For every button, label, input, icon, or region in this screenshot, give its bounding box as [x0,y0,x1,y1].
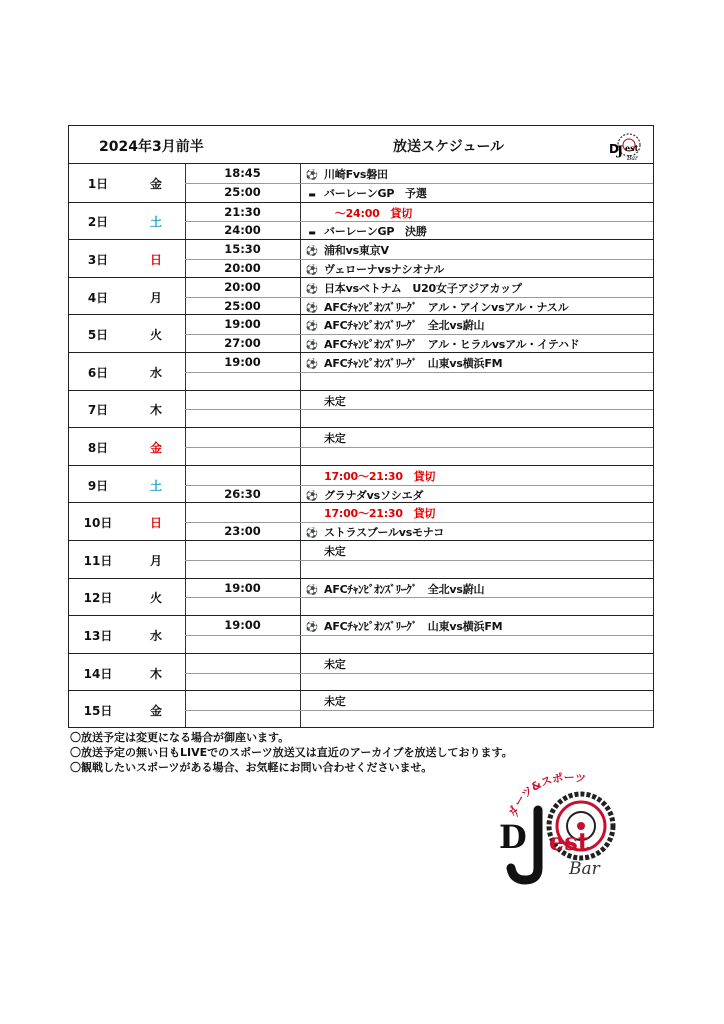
soccer-ball-icon: ⚽ [305,490,319,502]
event-title: AFCﾁｬﾝﾋﾟｵﾝｽﾞﾘｰｸﾞ 全北vs蔚山 [324,582,485,596]
broadcast-time: 19:00 [224,580,261,595]
row-divider [185,597,653,598]
broadcast-event [301,355,643,371]
race-car-icon: ▬ [308,189,316,199]
broadcast-time: 21:30 [224,204,261,219]
broadcast-event [301,166,643,182]
day-of-week: 土 [149,478,162,493]
day-number: 9日 [87,478,109,493]
page-title: 放送スケジュール [393,139,505,155]
event-title: 未定 [324,432,346,446]
day-number: 10日 [83,516,113,531]
soccer-ball-icon: ⚽ [305,528,319,540]
event-title: 未定 [324,657,346,671]
day-of-week: 日 [149,252,162,267]
table-header [69,126,653,164]
svg-text:Bar: Bar [627,155,638,162]
broadcast-time: 27:00 [224,336,261,351]
day-number: 3日 [87,252,109,267]
day-number: 14日 [83,666,113,681]
broadcast-event [301,505,643,521]
day-number: 7日 [87,403,109,418]
day-number: 13日 [83,628,113,643]
broadcast-time: 23:00 [224,524,261,539]
event-title: 未定 [324,695,346,709]
broadcast-event [301,618,643,634]
broadcast-event [301,487,643,503]
day-block [69,540,653,578]
broadcast-event [301,656,643,672]
row-divider [185,635,653,636]
soccer-ball-icon: ⚽ [305,246,319,258]
row-divider [185,710,653,711]
logo-bar-text: Bar [569,859,600,879]
day-number: 6日 [87,365,109,380]
event-title: AFCﾁｬﾝﾋﾟｵﾝｽﾞﾘｰｸﾞ アル・アインvsアル・ナスル [324,300,569,314]
broadcast-time: 19:00 [224,317,261,332]
soccer-ball-icon: ⚽ [305,283,319,295]
day-of-week: 月 [149,553,162,568]
day-block [69,653,653,691]
svg-text:D: D [499,818,527,856]
row-divider [185,334,653,335]
row-divider [185,560,653,561]
day-block [69,277,653,315]
schedule-table [68,125,654,728]
event-title: 未定 [324,545,346,558]
broadcast-event [301,581,643,597]
day-of-week: 木 [149,403,162,418]
notes [70,730,513,775]
row-divider [185,297,653,298]
day-block [69,427,653,465]
broadcast-event [301,299,643,315]
row-divider [185,447,653,448]
day-number: 15日 [83,704,113,719]
day-block [69,390,653,428]
broadcast-time: 19:00 [224,618,261,633]
day-block [69,352,653,390]
day-of-week: 木 [149,666,162,681]
broadcast-event [301,336,643,352]
row-divider [185,409,653,410]
event-title: 浦和vs東京V [324,244,389,258]
event-title: 川崎Fvs磐田 [324,168,388,181]
day-of-week: 金 [149,176,162,191]
broadcast-event [301,261,643,277]
broadcast-time: 20:00 [224,279,261,294]
row-divider [185,183,653,184]
day-block [69,615,653,653]
day-block [69,202,653,240]
event-title: ～24:00 貸切 [324,206,413,220]
event-title: ヴェローナvsナシオナル [324,262,445,276]
svg-text:est: est [625,143,639,153]
event-title: AFCﾁｬﾝﾋﾟｵﾝｽﾞﾘｰｸﾞ 山東vs横浜FM [324,357,503,370]
day-number: 8日 [87,440,109,455]
day-of-week: 金 [149,440,162,455]
logo-tagline: ダーツ&スポーツ [506,771,587,819]
day-number: 12日 [83,591,113,606]
broadcast-event [301,223,643,239]
row-divider [185,372,653,373]
broadcast-event [301,693,643,709]
day-block [69,239,653,277]
day-of-week: 水 [149,628,162,643]
broadcast-event [301,280,643,296]
day-of-week: 土 [149,215,162,230]
day-block [69,465,653,503]
broadcast-event [301,468,643,484]
day-number: 5日 [87,328,109,343]
broadcast-event [301,205,643,221]
soccer-ball-icon: ⚽ [305,622,319,634]
broadcast-time: 18:45 [224,166,261,180]
day-block [69,164,653,202]
note-line: 〇放送予定の無い日もLIVEでのスポーツ放送又は直近のアーカイブを放送しております。 [70,746,513,759]
soccer-ball-icon: ⚽ [305,302,319,314]
event-title: 日本vsベトナム U20女子アジアカップ [324,281,522,295]
bar-logo [495,770,630,885]
soccer-ball-icon: ⚽ [305,321,319,333]
note-line: 〇放送予定は変更になる場合が御座います。 [70,731,290,744]
soccer-ball-icon: ⚽ [305,340,319,352]
day-block [69,502,653,540]
event-title: AFCﾁｬﾝﾋﾟｵﾝｽﾞﾘｰｸﾞ アル・ヒラルvsアル・イテハド [324,338,580,352]
soccer-ball-icon: ⚽ [305,170,319,181]
row-divider [185,673,653,674]
race-car-icon: ▬ [308,228,316,238]
svg-text:est: est [549,827,589,856]
event-title: グラナダvsソシエダ [324,488,424,502]
event-title: バーレーンGP 決勝 [324,225,427,239]
day-of-week: 火 [149,328,162,343]
day-block [69,690,653,728]
day-block [69,578,653,616]
broadcast-event [301,317,643,333]
broadcast-time: 25:00 [224,298,261,313]
broadcast-time: 19:00 [224,355,261,369]
day-block [69,314,653,352]
broadcast-event [301,430,643,446]
svg-text:J: J [617,144,624,159]
day-number: 11日 [83,553,113,568]
day-number: 2日 [87,215,109,230]
day-number: 1日 [87,176,109,191]
broadcast-event [301,543,643,559]
day-number: 4日 [87,290,109,305]
day-of-week: 日 [149,516,162,531]
bar-logo-small [603,132,647,162]
soccer-ball-icon: ⚽ [305,359,319,370]
broadcast-time: 26:30 [224,486,261,501]
broadcast-event [301,393,643,409]
soccer-ball-icon: ⚽ [305,264,319,276]
row-divider [185,522,653,523]
day-of-week: 月 [149,290,162,305]
broadcast-time: 15:30 [224,242,261,257]
event-title: 未定 [324,394,346,408]
event-title: バーレーンGP 予選 [324,186,427,200]
day-of-week: 水 [149,365,162,380]
broadcast-time: 24:00 [224,223,261,238]
note-line: 〇観戦したいスポーツがある場合、お気軽にお問い合わせくださいませ。 [70,761,433,774]
broadcast-event [301,242,643,258]
broadcast-time: 25:00 [224,184,261,199]
row-divider [185,259,653,260]
event-title: 17:00～21:30 貸切 [324,469,436,483]
broadcast-event [301,185,643,201]
broadcast-time: 20:00 [224,260,261,275]
event-title: AFCﾁｬﾝﾋﾟｵﾝｽﾞﾘｰｸﾞ 山東vs横浜FM [324,620,503,634]
row-divider [185,221,653,222]
broadcast-event [301,524,643,540]
row-divider [185,485,653,486]
event-title: 17:00～21:30 貸切 [324,507,436,521]
day-of-week: 金 [149,704,162,719]
event-title: ストラスブールvsモナコ [324,526,444,540]
period-label: 2024年3月前半 [99,139,204,155]
event-title: AFCﾁｬﾝﾋﾟｵﾝｽﾞﾘｰｸﾞ 全北vs蔚山 [324,319,485,333]
soccer-ball-icon: ⚽ [305,584,319,596]
day-of-week: 火 [149,591,162,606]
svg-text:D: D [609,142,619,156]
